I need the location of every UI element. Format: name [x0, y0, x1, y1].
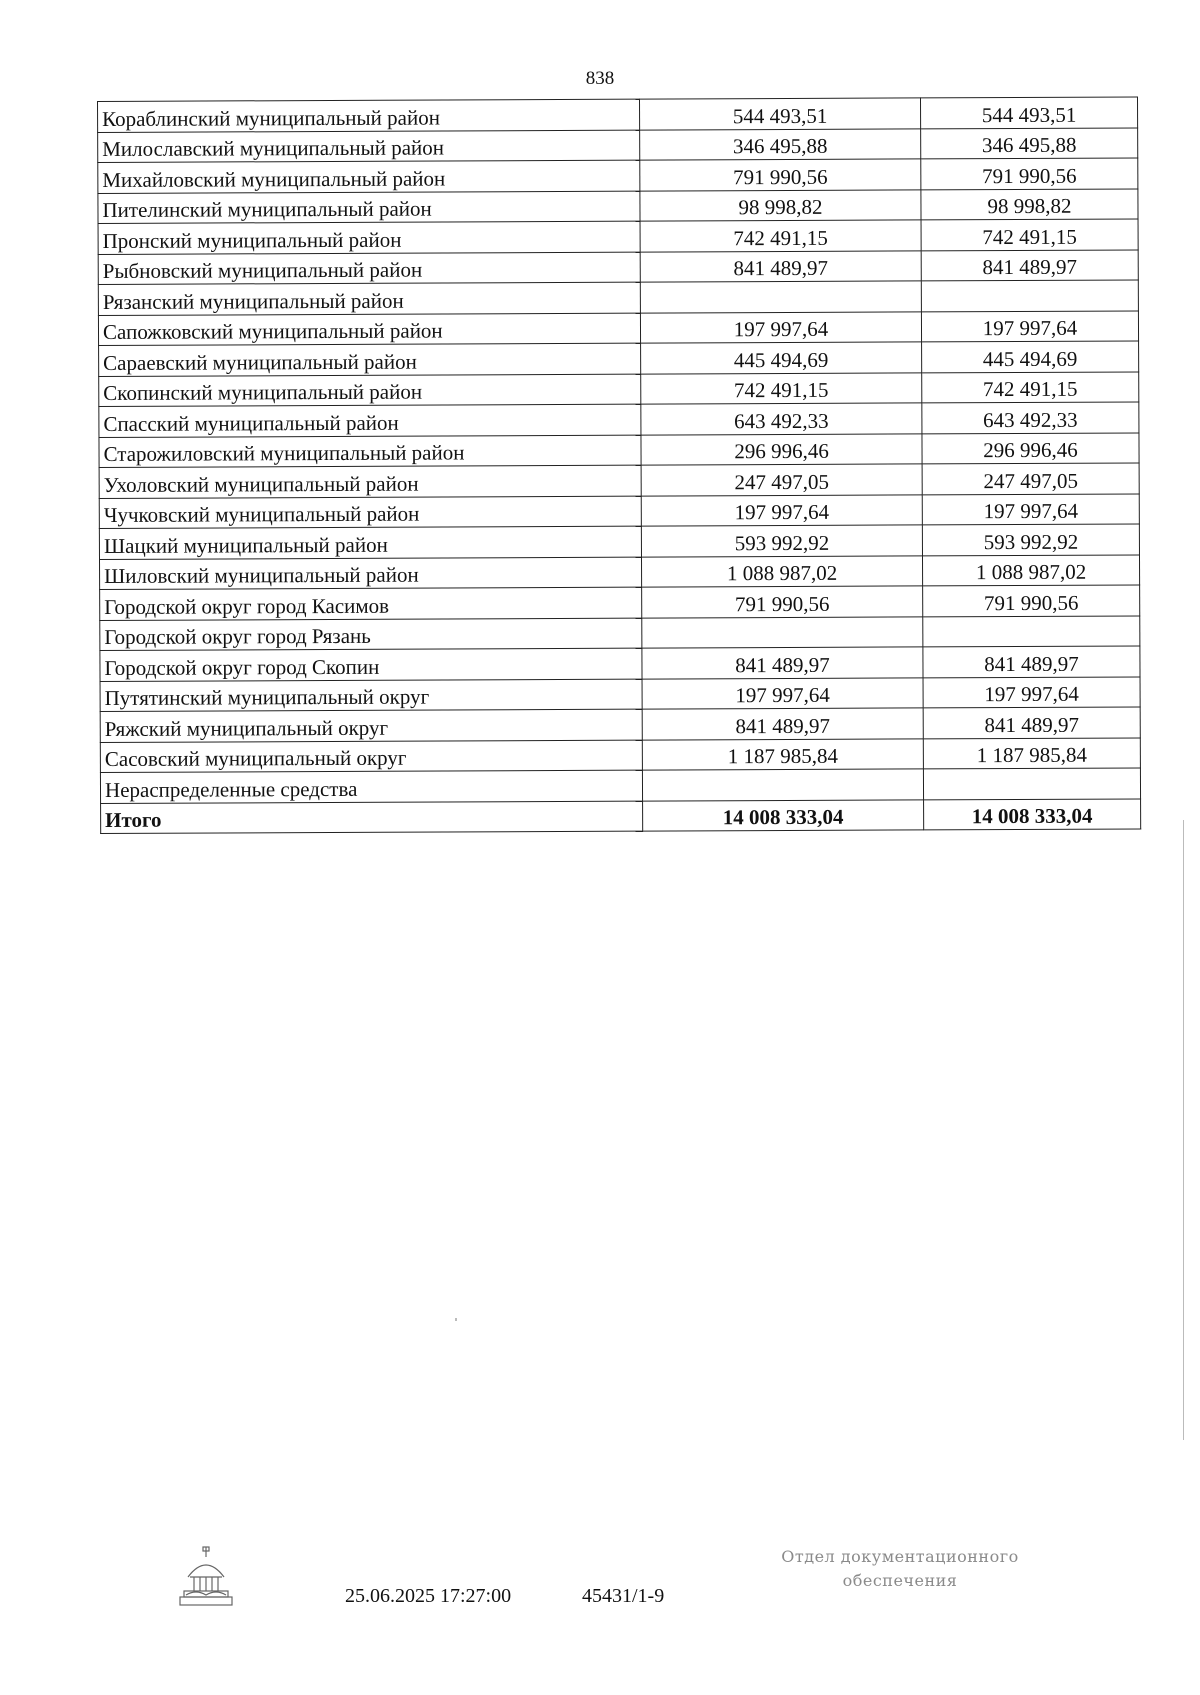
table-row [99, 432, 1139, 467]
amount-cell-2: 445 494,69 [922, 341, 1139, 372]
table-row [100, 707, 1140, 742]
amount-cell-1: 247 497,05 [641, 464, 922, 496]
amount-cell-2: 791 990,56 [921, 158, 1138, 189]
region-name-cell: Кораблинский муниципальный район [98, 99, 640, 132]
table-row [99, 371, 1139, 406]
scan-artifact [1183, 820, 1184, 1440]
amount-cell-1: 742 491,15 [641, 372, 922, 404]
amount-cell-1: 197 997,64 [640, 311, 921, 343]
region-name-cell: Шиловский муниципальный район [99, 557, 641, 590]
region-name-cell: Сасовский муниципальный округ [100, 740, 642, 773]
amount-cell-2: 247 497,05 [922, 463, 1139, 494]
department-stamp [750, 1545, 1050, 1593]
table-row [100, 676, 1140, 711]
amount-cell-2 [921, 280, 1138, 311]
amount-cell-1: 742 491,15 [640, 220, 921, 252]
amount-cell-2 [923, 768, 1140, 799]
region-name-cell: Сапожковский муниципальный район [98, 313, 640, 346]
region-name-cell: Городской округ город Скопин [100, 648, 642, 681]
amount-cell-2: 98 998,82 [921, 188, 1138, 219]
table-row [98, 280, 1138, 315]
scan-artifact [455, 1318, 457, 1321]
amount-cell-1: 791 990,56 [642, 586, 923, 618]
region-name-cell: Пронский муниципальный район [98, 221, 640, 254]
region-name-cell: Скопинский муниципальный район [99, 374, 641, 407]
amount-cell-1: 593 992,92 [641, 525, 922, 557]
amount-cell-1: 1 187 985,84 [642, 738, 923, 770]
total-amount-cell-2: 14 008 333,04 [924, 798, 1141, 829]
table-row [100, 768, 1140, 803]
amount-cell-1: 791 990,56 [640, 159, 921, 191]
region-name-cell: Ухоловский муниципальный район [99, 465, 641, 498]
amount-cell-1: 296 996,46 [641, 433, 922, 465]
amount-cell-2: 1 088 987,02 [922, 554, 1139, 585]
amount-cell-2: 742 491,15 [921, 219, 1138, 250]
amount-cell-2: 197 997,64 [921, 310, 1138, 341]
amount-cell-1: 841 489,97 [640, 250, 921, 282]
amount-cell-1: 643 492,33 [641, 403, 922, 435]
region-name-cell: Городской округ город Касимов [100, 587, 642, 620]
table-row [99, 341, 1139, 376]
amount-cell-2: 346 495,88 [921, 127, 1138, 158]
amount-cell-1: 346 495,88 [640, 128, 921, 160]
table-row [98, 127, 1138, 162]
table-row [99, 402, 1139, 437]
region-name-cell: Чучковский муниципальный район [99, 496, 641, 529]
region-name-cell: Милославский муниципальный район [98, 130, 640, 163]
amount-cell-1: 841 489,97 [642, 708, 923, 740]
amount-cell-1: 445 494,69 [641, 342, 922, 374]
table-row [99, 463, 1139, 498]
table-row [99, 493, 1139, 528]
document-datetime: 25.06.2025 17:27:00 [345, 1585, 512, 1607]
amount-cell-2: 296 996,46 [922, 432, 1139, 463]
budget-distribution-table [97, 96, 1141, 834]
amount-cell-2: 1 187 985,84 [923, 737, 1140, 768]
amount-cell-1 [642, 616, 923, 648]
region-name-cell: Нераспределенные средства [100, 770, 642, 803]
region-name-cell: Сараевский муниципальный район [99, 343, 641, 376]
table-row [100, 646, 1140, 681]
amount-cell-2: 791 990,56 [923, 585, 1140, 616]
amount-cell-1: 544 493,51 [639, 98, 920, 130]
table-row [98, 97, 1138, 132]
amount-cell-1 [642, 769, 923, 801]
table-row [98, 158, 1138, 193]
amount-cell-2 [923, 615, 1140, 646]
amount-cell-1 [640, 281, 921, 313]
amount-cell-2: 197 997,64 [922, 493, 1139, 524]
amount-cell-2: 742 491,15 [922, 371, 1139, 402]
table-row [98, 310, 1138, 345]
region-name-cell: Старожиловский муниципальный район [99, 435, 641, 468]
region-name-cell: Рыбновский муниципальный район [98, 252, 640, 285]
region-name-cell: Ряжский муниципальный округ [100, 709, 642, 742]
region-name-cell: Городской округ город Рязань [100, 618, 642, 651]
region-name-cell: Рязанский муниципальный район [98, 282, 640, 315]
region-name-cell: Шацкий муниципальный район [99, 526, 641, 559]
amount-cell-1: 841 489,97 [642, 647, 923, 679]
amount-cell-2: 593 992,92 [922, 524, 1139, 555]
amount-cell-1: 98 998,82 [640, 189, 921, 221]
table-row [100, 585, 1140, 620]
amount-cell-1: 197 997,64 [642, 677, 923, 709]
table-row [98, 249, 1138, 284]
registration-number: 45431/1-9 [582, 1585, 665, 1607]
amount-cell-1: 1 088 987,02 [641, 555, 922, 587]
amount-cell-1: 197 997,64 [641, 494, 922, 526]
coat-of-arms-emblem-icon [176, 1545, 236, 1607]
region-name-cell: Михайловский муниципальный район [98, 160, 640, 193]
table-row [99, 554, 1139, 589]
amount-cell-2: 643 492,33 [922, 402, 1139, 433]
amount-cell-2: 841 489,97 [923, 707, 1140, 738]
region-name-cell: Пителинский муниципальный район [98, 191, 640, 224]
amount-cell-2: 544 493,51 [920, 97, 1137, 128]
total-amount-cell-1: 14 008 333,04 [643, 799, 924, 831]
amount-cell-2: 841 489,97 [921, 249, 1138, 280]
amount-cell-2: 197 997,64 [923, 676, 1140, 707]
table-row [100, 737, 1140, 772]
amount-cell-2: 841 489,97 [923, 646, 1140, 677]
total-row [101, 798, 1141, 833]
region-name-cell: Спасский муниципальный район [99, 404, 641, 437]
page-number: 838 [585, 68, 615, 89]
stamp-line-1: Отдел документационного [781, 1547, 1019, 1566]
table-row [100, 615, 1140, 650]
region-name-cell: Путятинский муниципальный округ [100, 679, 642, 712]
stamp-line-2: обеспечения [842, 1571, 958, 1590]
table-row [99, 524, 1139, 559]
total-label-cell: Итого [101, 801, 643, 834]
table-row [98, 188, 1138, 223]
table-row [98, 219, 1138, 254]
